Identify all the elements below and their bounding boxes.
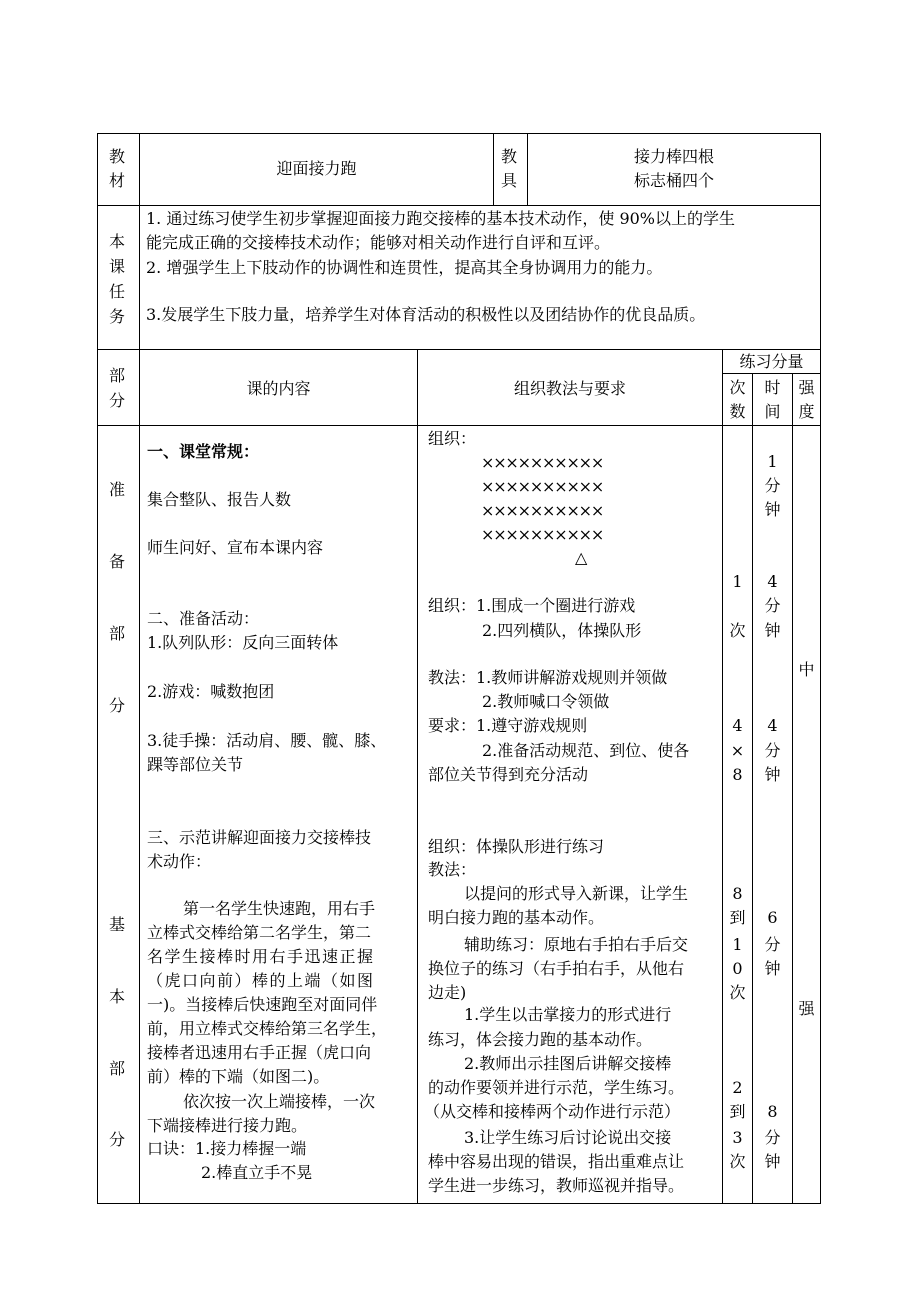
basic-times: 8 bbox=[732, 884, 743, 903]
col-intensity-2: 度 bbox=[798, 402, 815, 421]
prep-content-3: 师生问好、宣布本课内容 bbox=[147, 538, 324, 557]
col-method: 组织教法与要求 bbox=[513, 379, 626, 398]
prep-content-6: 2.游戏：喊数抱团 bbox=[147, 682, 275, 701]
prep-content-2: 集合整队、报告人数 bbox=[147, 490, 292, 509]
prep-duration: 分 bbox=[764, 596, 781, 615]
prep-times: × bbox=[730, 741, 745, 760]
col-load: 练习分量 bbox=[739, 352, 804, 371]
basic-method: 棒中容易出现的错误，指出重难点让 bbox=[428, 1152, 685, 1171]
rule bbox=[493, 133, 494, 205]
task-line-3: 2. 增强学生上下肢动作的协调性和连贯性，提高其全身协调用力的能力。 bbox=[146, 258, 663, 277]
tasks-label-2: 课 bbox=[109, 257, 126, 276]
basic-times: 2 bbox=[732, 1078, 743, 1097]
col-intensity-1: 强 bbox=[798, 378, 815, 397]
prep-intensity: 中 bbox=[798, 660, 815, 679]
prep-label-3: 部 bbox=[109, 624, 126, 643]
col-duration-2: 间 bbox=[764, 402, 781, 421]
col-times-1: 次 bbox=[729, 378, 746, 397]
basic-content: 下端接棒进行接力跑。 bbox=[147, 1116, 308, 1135]
rule bbox=[139, 205, 140, 349]
basic-method: （从交棒和接棒两个动作进行示范） bbox=[424, 1102, 681, 1121]
prep-label-4: 分 bbox=[109, 696, 126, 715]
basic-content: 第一名学生快速跑，用右手 bbox=[183, 899, 376, 918]
rule bbox=[97, 205, 821, 206]
basic-method: 边走) bbox=[428, 983, 467, 1002]
col-content: 课的内容 bbox=[246, 379, 311, 398]
formation-row: ×××××××××× bbox=[481, 525, 604, 544]
prep-content-7: 3.徒手操：活动肩、腰、髋、膝、 bbox=[147, 731, 387, 750]
prep-label-1: 准 bbox=[109, 480, 126, 499]
rule bbox=[97, 1203, 821, 1204]
basic-content: 前，用立棒式交棒给第三名学生， bbox=[147, 1019, 388, 1038]
basic-duration: 钟 bbox=[764, 1152, 781, 1171]
basic-label-4: 分 bbox=[109, 1130, 126, 1149]
basic-content: 依次按一次上端接棒，一次 bbox=[183, 1092, 376, 1111]
prep-label-2: 备 bbox=[109, 552, 126, 571]
formation-row: ×××××××××× bbox=[481, 453, 604, 472]
prep-times: 8 bbox=[732, 765, 743, 784]
prep-content-5: 1.队列队形：反向三面转体 bbox=[147, 633, 339, 652]
prep-org-label: 组织： bbox=[428, 429, 477, 448]
jiaocai-value: 迎面接力跑 bbox=[276, 159, 357, 178]
formation-row: ×××××××××× bbox=[481, 477, 604, 496]
basic-method: 以提问的形式导入新课，让学生 bbox=[464, 884, 689, 903]
jiaoju-line-2: 标志桶四个 bbox=[633, 171, 714, 190]
basic-duration: 8 bbox=[767, 1102, 778, 1121]
basic-method: 1.学生以击掌接力的形式进行 bbox=[464, 1005, 672, 1024]
rule bbox=[820, 133, 821, 1204]
basic-method: 换位子的练习（右手拍右手，从他右 bbox=[428, 959, 685, 978]
prep-duration: 分 bbox=[764, 741, 781, 760]
basic-method: 练习，体会接力跑的基本动作。 bbox=[428, 1030, 653, 1049]
basic-duration: 分 bbox=[764, 1128, 781, 1147]
basic-content: 术动作： bbox=[147, 852, 212, 871]
basic-content: （虎口向前）棒的上端（如图 bbox=[147, 971, 375, 990]
col-part-1: 部 bbox=[109, 366, 126, 385]
rule bbox=[417, 349, 418, 1204]
basic-times: 到 bbox=[729, 908, 746, 927]
prep-duration: 钟 bbox=[764, 500, 781, 519]
prep-content-4: 二、准备活动： bbox=[147, 609, 260, 628]
prep-duration: 4 bbox=[767, 572, 778, 591]
basic-times: 0 bbox=[732, 959, 743, 978]
basic-method: 辅助练习：原地右手拍右手后交 bbox=[464, 935, 689, 954]
teacher-triangle-icon: △ bbox=[575, 548, 588, 567]
col-part-2: 分 bbox=[109, 391, 126, 410]
rule bbox=[792, 373, 793, 1204]
basic-label-1: 基 bbox=[109, 915, 126, 934]
basic-times: 到 bbox=[729, 1102, 746, 1121]
basic-times: 次 bbox=[729, 983, 746, 1002]
col-times-2: 数 bbox=[729, 402, 746, 421]
prep-content-1: 一、课堂常规： bbox=[147, 442, 260, 461]
prep-duration: 钟 bbox=[764, 621, 781, 640]
rule bbox=[97, 133, 98, 1204]
basic-method: 3.让学生练习后讨论说出交接 bbox=[464, 1128, 672, 1147]
basic-times: 3 bbox=[732, 1128, 743, 1147]
tasks-label-3: 任 bbox=[109, 282, 126, 301]
tasks-label-4: 务 bbox=[109, 307, 126, 326]
basic-method: 组织：体操队形进行练习 bbox=[428, 837, 605, 856]
jiaoju-label-1: 教 bbox=[501, 147, 518, 166]
rule bbox=[97, 133, 821, 134]
prep-method-1: 组织：1.围成一个圈进行游戏 bbox=[428, 596, 636, 615]
prep-content-8: 踝等部位关节 bbox=[147, 755, 244, 774]
prep-method-4: 2.教师喊口令领做 bbox=[482, 692, 610, 711]
prep-duration: 钟 bbox=[764, 765, 781, 784]
jiaocai-label-2: 材 bbox=[109, 171, 126, 190]
basic-method: 明白接力跑的基本动作。 bbox=[428, 908, 605, 927]
basic-content: 立棒式交棒给第二名学生，第二 bbox=[147, 923, 372, 942]
basic-content: 三、示范讲解迎面接力交接棒技 bbox=[147, 828, 372, 847]
task-line-1: 1. 通过练习使学生初步掌握迎面接力跑交接棒的基本技术动作，使 90%以上的学生 bbox=[146, 209, 736, 228]
basic-times: 1 bbox=[732, 935, 743, 954]
basic-times: 次 bbox=[729, 1152, 746, 1171]
jiaocai-label-1: 教 bbox=[109, 147, 126, 166]
basic-intensity: 强 bbox=[798, 999, 815, 1018]
basic-duration: 分 bbox=[764, 935, 781, 954]
basic-method: 学生进一步练习，教师巡视并指导。 bbox=[428, 1176, 685, 1195]
basic-content: 2.棒直立手不晃 bbox=[201, 1163, 313, 1182]
task-line-2: 能完成正确的交接棒技术动作；能够对相关动作进行自评和互评。 bbox=[146, 233, 611, 252]
basic-content: 一)。当接棒后快速跑至对面同伴 bbox=[147, 995, 378, 1014]
prep-times: 1 bbox=[732, 572, 743, 591]
basic-label-2: 本 bbox=[109, 987, 126, 1006]
prep-duration: 4 bbox=[767, 716, 778, 735]
prep-duration: 分 bbox=[764, 476, 781, 495]
col-duration-1: 时 bbox=[764, 378, 781, 397]
basic-duration: 6 bbox=[767, 908, 778, 927]
formation-row: ×××××××××× bbox=[481, 501, 604, 520]
prep-method-7: 部位关节得到充分活动 bbox=[428, 765, 589, 784]
jiaoju-line-1: 接力棒四根 bbox=[633, 147, 714, 166]
prep-method-5: 要求：1.遵守游戏规则 bbox=[428, 716, 588, 735]
rule bbox=[97, 425, 821, 426]
prep-method-2: 2.四列横队，体操队形 bbox=[482, 621, 642, 640]
tasks-label-1: 本 bbox=[109, 232, 126, 251]
prep-times: 4 bbox=[732, 716, 743, 735]
basic-method: 教法： bbox=[428, 860, 477, 879]
basic-content: 前）棒的下端（如图二)。 bbox=[147, 1067, 330, 1086]
prep-duration: 1 bbox=[767, 452, 778, 471]
rule bbox=[139, 349, 140, 1204]
basic-method: 2.教师出示挂图后讲解交接棒 bbox=[464, 1054, 672, 1073]
task-line-4: 3.发展学生下肢力量，培养学生对体育活动的积极性以及团结协作的优良品质。 bbox=[146, 305, 706, 324]
jiaoju-label-2: 具 bbox=[501, 171, 518, 190]
basic-method: 的动作要领并进行示范，学生练习。 bbox=[428, 1078, 685, 1097]
prep-method-3: 教法：1.教师讲解游戏规则并领做 bbox=[428, 668, 668, 687]
prep-times: 次 bbox=[729, 621, 746, 640]
basic-label-3: 部 bbox=[109, 1059, 126, 1078]
basic-content: 接棒者迅速用右手正握（虎口向 bbox=[147, 1043, 372, 1062]
basic-content: 名学生接棒时用右手迅速正握 bbox=[147, 947, 375, 966]
rule bbox=[97, 349, 821, 350]
basic-content: 口诀：1.接力棒握一端 bbox=[147, 1139, 307, 1158]
basic-duration: 钟 bbox=[764, 959, 781, 978]
prep-method-6: 2.准备活动规范、到位、使各 bbox=[482, 741, 690, 760]
